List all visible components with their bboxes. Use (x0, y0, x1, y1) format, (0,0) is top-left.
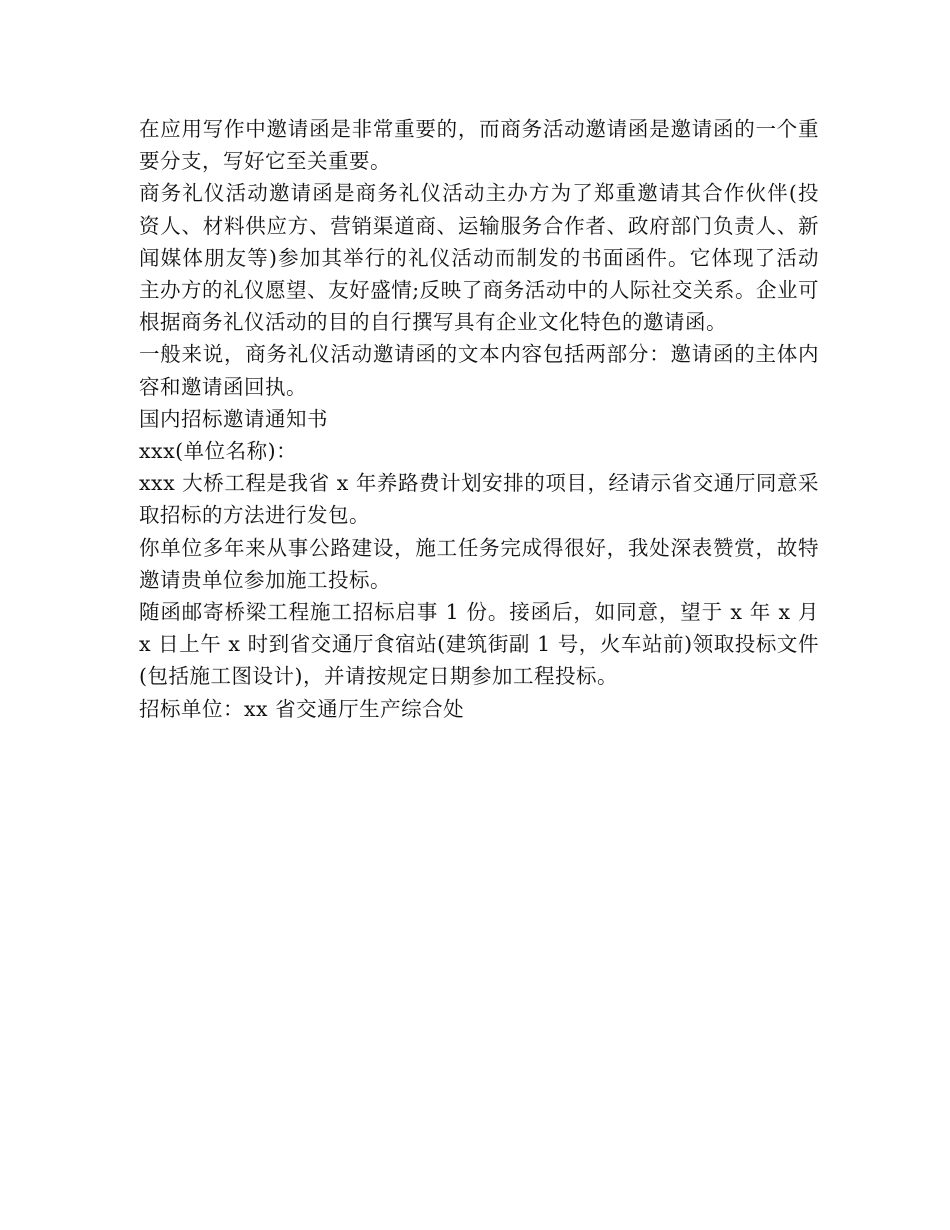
project-paragraph: xxx 大桥工程是我省 x 年养路费计划安排的项目，经请示省交通厅同意采取招标的方法进行发包。 (139, 471, 819, 528)
notice-title: 国内招标邀请通知书 (139, 406, 328, 431)
instructions-paragraph: 随函邮寄桥梁工程施工招标启事 1 份。接函后，如同意，望于 x 年 x 月 x 日上午 x 时到省交通厅食宿站(建筑街副 1 号，火车站前)领取投标文件(包括施工图设计)，并请按规定日期参加工程投标。 (139, 600, 819, 689)
invitation-paragraph: 你单位多年来从事公路建设，施工任务完成得很好，我处深表赞赏，故特邀请贵单位参加施工投标。 (139, 535, 819, 592)
signature-line: 招标单位：xx 省交通厅生产综合处 (139, 696, 465, 721)
intro-paragraph: 在应用写作中邀请函是非常重要的，而商务活动邀请函是邀请函的一个重要分支，写好它至关重要。 (139, 117, 819, 174)
definition-paragraph: 商务礼仪活动邀请函是商务礼仪活动主办方为了郑重邀请其合作伙伴(投资人、材料供应方、营销渠道商、运输服务合作者、政府部门负责人、新闻媒体朋友等)参加其举行的礼仪活动而制发的书面函件。它体现了活动主办方的礼仪愿望、友好盛情;反映了商务活动中的人际社交关系。企业可根据商务礼仪活动的目的自行撰写具有企业文化特色的邀请函。 (139, 181, 819, 335)
document-body (139, 113, 819, 725)
salutation: xxx(单位名称)： (139, 439, 298, 464)
content-parts-paragraph: 一般来说，商务礼仪活动邀请函的文本内容包括两部分：邀请函的主体内容和邀请函回执。 (139, 342, 819, 399)
